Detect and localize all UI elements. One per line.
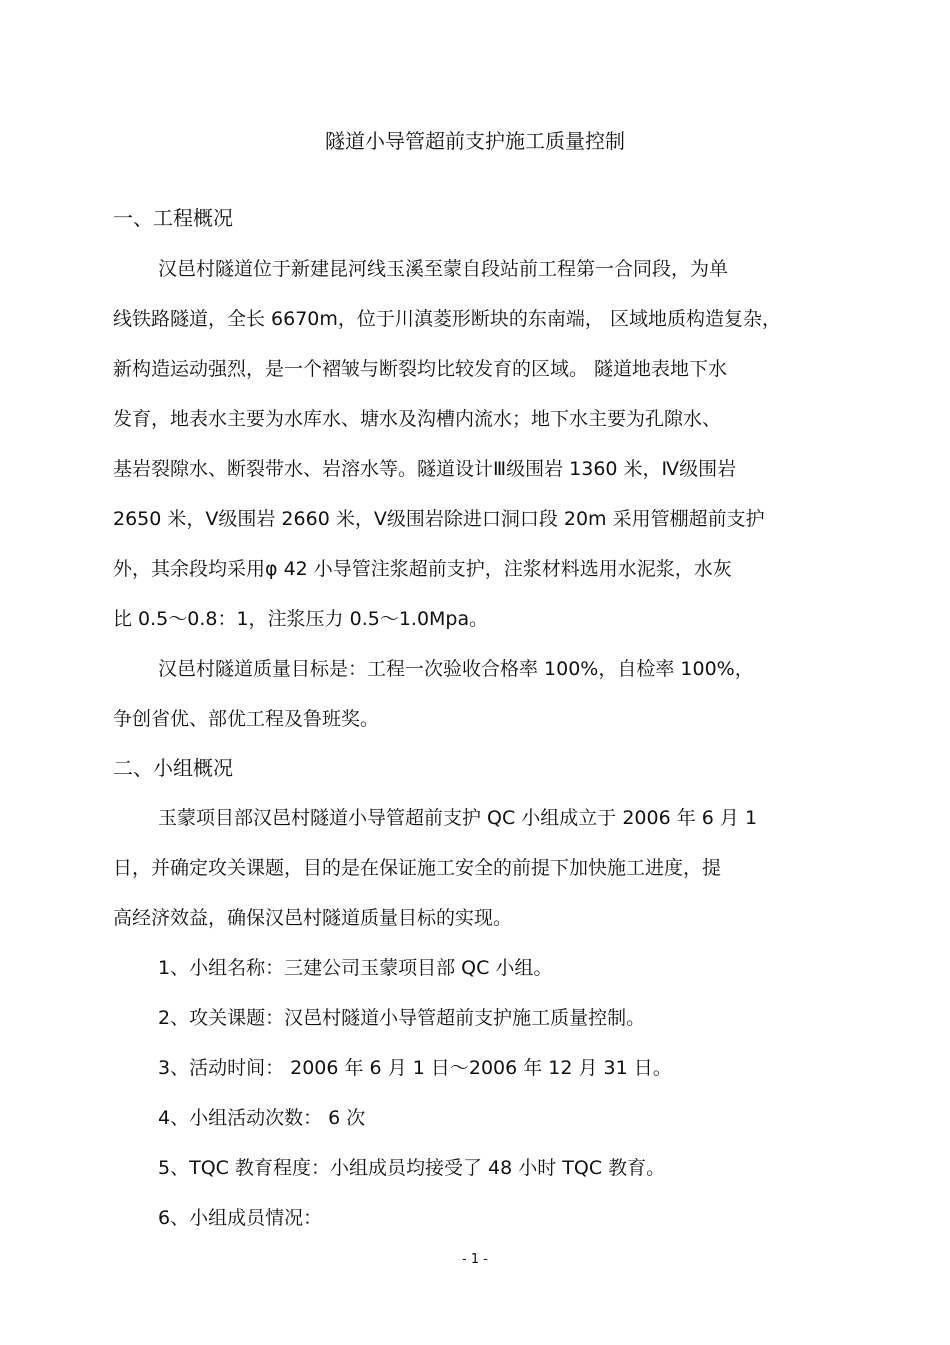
section-heading-group: 二、小组概况	[113, 756, 233, 780]
paragraph-line: 玉蒙项目部汉邑村隧道小导管超前支护 QC 小组成立于 2006 年 6 月 1	[158, 807, 758, 829]
paragraph-line: 汉邑村隧道位于新建昆河线玉溪至蒙自段站前工程第一合同段，为单	[158, 258, 729, 280]
paragraph-line: 日，并确定攻关课题，目的是在保证施工安全的前提下加快施工进度，提	[113, 857, 722, 879]
paragraph-line: 基岩裂隙水、断裂带水、岩溶水等。隧道设计Ⅲ级围岩 1360 米，Ⅳ级围岩	[113, 458, 737, 480]
list-item: 6、小组成员情况：	[158, 1207, 323, 1229]
section-heading-overview: 一、工程概况	[113, 206, 233, 230]
document-title: 隧道小导管超前支护施工质量控制	[325, 129, 625, 153]
paragraph-line: 比 0.5～0.8：1，注浆压力 0.5～1.0Mpa。	[113, 608, 489, 630]
paragraph-line: 新构造运动强烈，是一个褶皱与断裂均比较发育的区域。 隧道地表地下水	[113, 358, 728, 380]
paragraph-line: 2650 米，Ⅴ级围岩 2660 米，Ⅴ级围岩除进口洞口段 20m 采用管棚超前支护	[113, 508, 765, 530]
paragraph-line: 汉邑村隧道质量目标是：工程一次验收合格率 100%，自检率 100%，	[158, 658, 754, 680]
list-item: 3、活动时间： 2006 年 6 月 1 日～2006 年 12 月 31 日。	[158, 1057, 672, 1079]
list-item: 1、小组名称：三建公司玉蒙项目部 QC 小组。	[158, 957, 553, 979]
list-item: 5、TQC 教育程度：小组成员均接受了 48 小时 TQC 教育。	[158, 1157, 666, 1179]
paragraph-line: 外，其余段均采用φ 42 小导管注浆超前支护，注浆材料选用水泥浆，水灰	[113, 558, 732, 580]
paragraph-line: 线铁路隧道，全长 6670m，位于川滇菱形断块的东南端， 区域地质构造复杂，	[113, 308, 781, 330]
list-item: 2、攻关课题：汉邑村隧道小导管超前支护施工质量控制。	[158, 1007, 646, 1029]
list-item: 4、小组活动次数： 6 次	[158, 1107, 366, 1129]
paragraph-line: 高经济效益，确保汉邑村隧道质量目标的实现。	[113, 907, 513, 929]
paragraph-line: 发育，地表水主要为水库水、塘水及沟槽内流水；地下水主要为孔隙水、	[113, 408, 722, 430]
page-number: - 1 -	[462, 1252, 488, 1267]
paragraph-line: 争创省优、部优工程及鲁班奖。	[113, 708, 380, 730]
